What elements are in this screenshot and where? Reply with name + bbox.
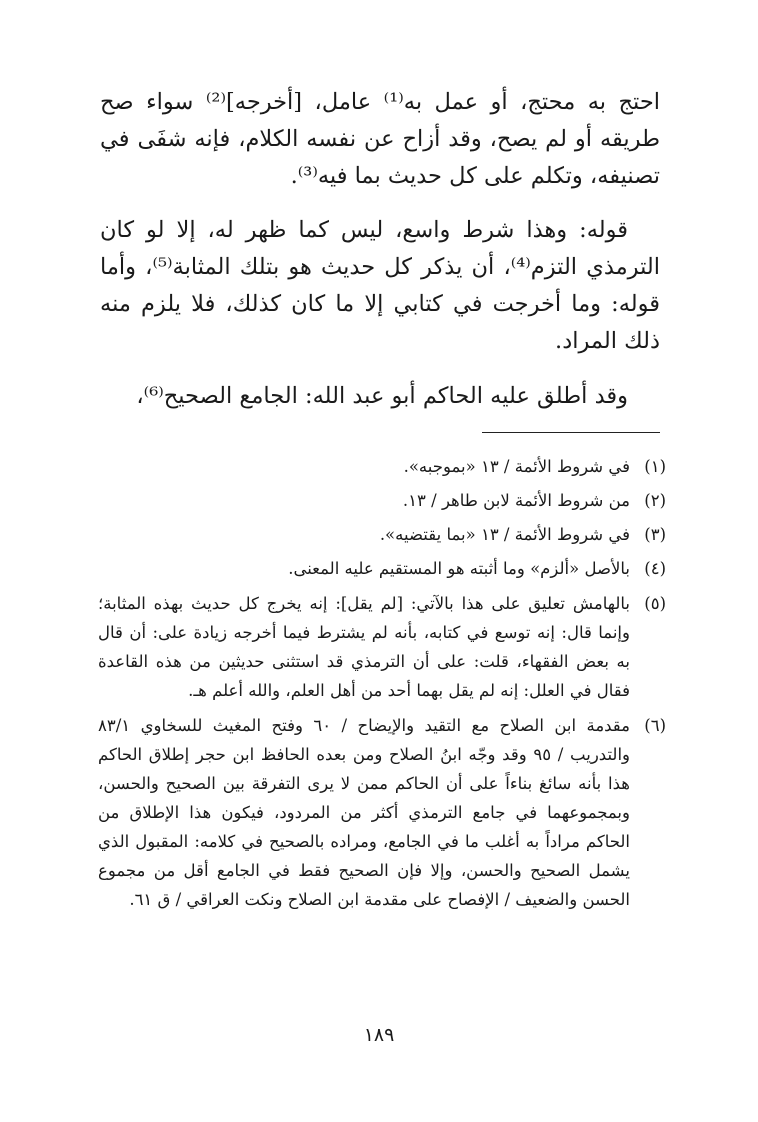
footnote-4 [98, 554, 666, 583]
footnote-number: (٣) [644, 525, 666, 544]
footnote-number: (٥) [644, 594, 666, 613]
footnote-number: (٦) [644, 716, 666, 735]
footnote-text: من شروط الأئمة لابن طاهر / ١٣. [402, 491, 630, 510]
footnotes [98, 452, 666, 919]
paragraph-1: احتج به محتج، أو عمل به⁽¹⁾ عامل، [أخرجه]⁽²⁾ سواء صح طريقه أو لم يصح، وقد أزاح عن نفسه الكلام، فإنه شفَى في تصنيفه، وتكلم على كل حديث بما فيه⁽³⁾. [100, 89, 661, 189]
main-text [100, 84, 660, 415]
footnote-text: مقدمة ابن الصلاح مع التقيد والإيضاح / ٦٠ وفتح المغيث للسخاوي ٨٣/١ والتدريب / ٩٥ وقد وجّه ابنُ الصلاح ومن بعده الحافظ ابن حجر إطلاق الحاكم هذا بأنه سائغ بناءاً على أن الحاكم ممن لا يرى التفرقة بين الصحيح والحسن، وبمجموعهما في جامع الترمذي أكثر من المردود، فيكون هذا الإطلاق من الحاكم مراداً به أغلب ما في الجامع، ومراده بالصحيح في كلامه: المقبول الذي يشمل الصحيح والحسن، وإلا فإن الصحيح فقط في الجامع أقل من مجموع الحسن والضعيف / الإفصاح على مقدمة ابن الصلاح ونكت العراقي / ق ٦١. [98, 716, 631, 909]
footnote-text: بالأصل «ألزم» وما أثبته هو المستقيم عليه المعنى. [288, 559, 630, 578]
footnote-3 [98, 520, 666, 549]
footnote-number: (١) [644, 457, 666, 476]
page-number: ١٨٩ [363, 1024, 395, 1046]
footnote-1 [98, 452, 666, 481]
paragraph-3: وقد أطلق عليه الحاكم أبو عبد الله: الجامع الصحيح⁽⁶⁾، [136, 383, 628, 409]
footnote-5 [98, 589, 666, 705]
footnote-separator [482, 432, 660, 433]
footnote-text: بالهامش تعليق على هذا بالآتي: [لم يقل]: إنه يخرج كل حديث بهذه المثابة؛ وإنما قال: إنه توسع في كتابه، بأنه لم يشترط فيما أخرجه زيادة على: أن قال به بعض الفقهاء، قلت: على أن الترمذي قد استثنى حديثين من هذه القاعدة فقال في العلل: إنه لم يقل بهما أحد من أهل العلم، والله أعلم هـ. [98, 594, 630, 700]
footnote-number: (٢) [644, 491, 666, 510]
footnote-2 [98, 486, 666, 515]
footnote-text: في شروط الأئمة / ١٣ «بما يقتضيه». [379, 525, 630, 544]
paragraph-2: قوله: وهذا شرط واسع، ليس كما ظهر له، إلا لو كان الترمذي التزم⁽⁴⁾، أن يذكر كل حديث هو بتلك المثابة⁽⁵⁾، وأما قوله: وما أخرجت في كتابي إلا ما كان كذلك، فلا يلزم منه ذلك المراد. [100, 217, 660, 354]
footnote-6 [98, 711, 666, 914]
footnote-text: في شروط الأئمة / ١٣ «بموجبه». [403, 457, 630, 476]
footnote-number: (٤) [644, 559, 666, 578]
